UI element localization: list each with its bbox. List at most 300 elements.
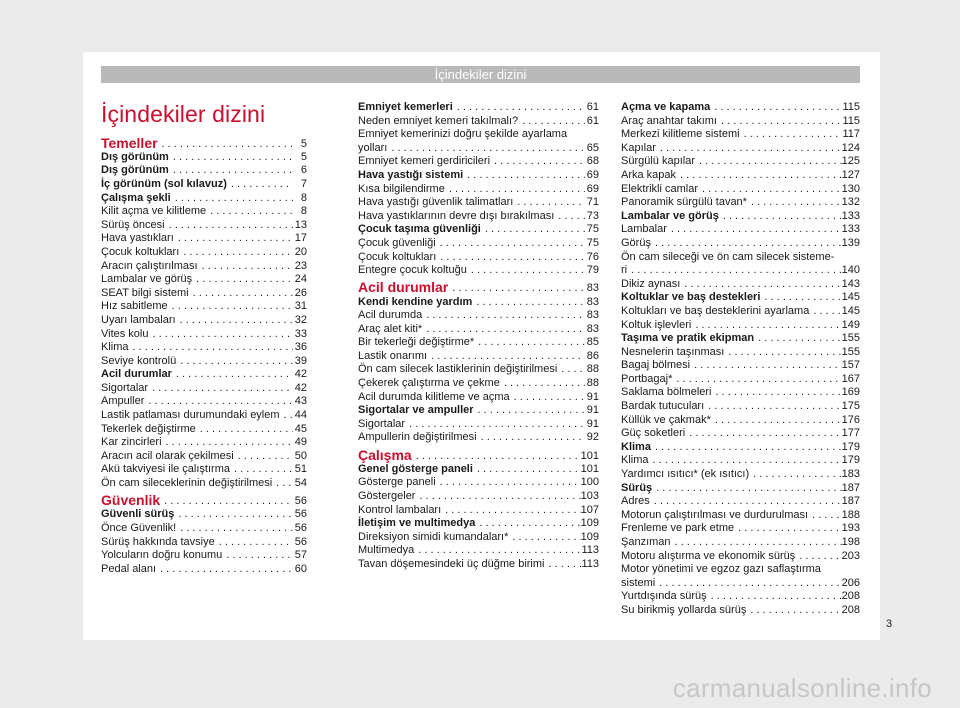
dot-leader (463, 169, 585, 183)
toc-entry[interactable] (101, 450, 307, 464)
dot-leader (717, 115, 842, 129)
toc-entry-title: Su birikmiş yollarda sürüş (621, 603, 747, 616)
dot-leader (655, 577, 841, 591)
dot-leader (690, 359, 842, 373)
toc-column-3 (621, 101, 860, 618)
toc-entry-title: Entegre çocuk koltuğu (358, 264, 467, 277)
dot-leader (436, 237, 585, 251)
toc-entry[interactable] (358, 490, 599, 504)
toc-entry-page: 167 (841, 372, 860, 385)
dot-leader (162, 436, 293, 450)
toc-entry[interactable] (101, 151, 307, 165)
toc-entry[interactable] (358, 183, 599, 197)
toc-entry[interactable] (621, 210, 860, 224)
dot-leader (672, 373, 841, 387)
toc-entry[interactable] (621, 604, 860, 618)
toc-entry[interactable] (621, 169, 860, 183)
toc-entry-title: SEAT bilgi sistemi (101, 286, 189, 299)
toc-entry-title: Arka kapak (621, 168, 677, 181)
toc-entry-title: Acil durumlar (101, 368, 172, 381)
toc-entry[interactable] (358, 296, 599, 310)
toc-entry-page: 176 (841, 413, 860, 426)
toc-entry[interactable] (101, 423, 307, 437)
toc-entry-page: 115 (842, 101, 860, 113)
toc-entry[interactable] (621, 400, 860, 414)
toc-entry-page: 103 (580, 490, 599, 503)
toc-entry-page: 36 (294, 341, 307, 354)
toc-entry-title: Kısa bilgilendirme (358, 182, 445, 195)
toc-entry-page: 51 (294, 463, 307, 476)
toc-entry-page: 133 (841, 223, 860, 236)
toc-entry-page: 65 (586, 141, 599, 154)
toc-entry-page: 13 (294, 218, 307, 231)
toc-entry-page: 149 (841, 318, 860, 331)
toc-entry-title: Çocuk güvenliği (358, 236, 436, 249)
toc-entry[interactable] (621, 128, 860, 142)
toc-entry-page: 179 (841, 440, 860, 453)
toc-entry[interactable] (621, 196, 860, 210)
toc-entry-title: Acil durumda kilitleme ve açma (358, 390, 510, 403)
toc-entry-page: 183 (841, 468, 860, 481)
toc-entry-title: Kontrol lambaları (358, 503, 442, 516)
toc-entry[interactable] (358, 155, 599, 169)
toc-entry-title: Bardak tutucuları (621, 400, 705, 413)
toc-entry-title: Tekerlek değiştirme (101, 422, 196, 435)
toc-entry-page: 8 (300, 191, 307, 204)
toc-entry[interactable] (621, 237, 860, 251)
toc-entry[interactable] (101, 368, 307, 382)
toc-entry-title: Sigortalar (101, 381, 149, 394)
toc-entry-title: Lambalar ve görüş (621, 209, 719, 222)
toc-entry-title: Ön cam sileceklerinin değiştirilmesi (101, 477, 273, 490)
dot-leader (215, 536, 293, 550)
dot-leader (749, 468, 841, 482)
toc-entry-title: Vites kolu (101, 327, 149, 340)
toc-entry-page: 83 (586, 309, 599, 322)
toc-entry-page: 57 (294, 549, 307, 562)
dot-leader (513, 196, 585, 210)
toc-entry[interactable] (101, 260, 307, 274)
toc-entry-page: 5 (300, 150, 307, 163)
toc-entry[interactable] (358, 431, 599, 445)
toc-entry-title: Acil durumda (358, 309, 423, 322)
toc-entry[interactable] (621, 346, 860, 360)
dot-leader (415, 490, 580, 504)
toc-entry[interactable] (621, 482, 860, 496)
toc-entry-title: Hız sabitleme (101, 300, 168, 313)
toc-column-2 (358, 101, 599, 572)
dot-leader (671, 536, 842, 550)
dot-leader (174, 508, 293, 522)
dot-leader (196, 423, 293, 437)
toc-entry[interactable] (101, 219, 307, 233)
toc-entry[interactable] (621, 427, 860, 441)
toc-entry[interactable] (358, 476, 599, 490)
toc-entry-page: 107 (580, 503, 599, 516)
toc-entry-page: 75 (586, 236, 599, 249)
toc-entry[interactable] (101, 232, 307, 246)
toc-entry-title: Lambalar ve görüş (101, 273, 193, 286)
dot-leader (510, 391, 585, 405)
toc-entry-title: Dış görünüm (101, 164, 169, 177)
toc-entry-page: 203 (841, 549, 860, 562)
toc-entry-title: Çalışma (358, 446, 412, 463)
toc-entry[interactable] (621, 373, 860, 387)
dot-leader (387, 142, 585, 156)
dot-leader (490, 155, 585, 169)
toc-entry[interactable] (358, 264, 599, 278)
toc-entry[interactable] (101, 436, 307, 450)
header-bar: İçindekiler dizini (101, 66, 860, 83)
dot-leader (280, 409, 293, 423)
toc-entry-page: 117 (842, 128, 860, 141)
toc-entry[interactable] (358, 323, 599, 337)
dot-leader (627, 264, 842, 278)
toc-entry[interactable] (101, 409, 307, 423)
toc-entry-page: 60 (294, 562, 307, 575)
toc-entry[interactable] (101, 164, 307, 178)
toc-entry-title: Güç soketleri (621, 427, 686, 440)
toc-entry-page: 44 (294, 409, 307, 422)
toc-entry-page: 143 (841, 277, 860, 290)
toc-entry[interactable] (358, 504, 599, 518)
dot-leader (169, 151, 293, 165)
toc-entry[interactable] (621, 522, 860, 536)
toc-entry[interactable] (621, 278, 860, 292)
toc-entry[interactable] (358, 418, 599, 432)
toc-entry-page: 79 (586, 264, 599, 277)
toc-entry[interactable] (101, 536, 307, 550)
toc-entry-page: 69 (586, 168, 599, 181)
toc-entry[interactable] (358, 544, 599, 558)
dot-leader (158, 137, 293, 151)
toc-entry-text-line: Ön cam sileceği ve ön cam silecek sisteme- (621, 250, 835, 263)
dot-leader (168, 300, 293, 314)
dot-leader (698, 183, 842, 197)
dot-leader (691, 319, 841, 333)
toc-entry[interactable] (101, 341, 307, 355)
toc-entry-title: Klima (621, 454, 649, 467)
toc-entry-page: 193 (841, 522, 860, 535)
toc-entry-title: Lastik onarımı (358, 349, 428, 362)
toc-entry-page: 206 (841, 576, 860, 589)
dot-leader (156, 563, 293, 577)
toc-entry-title: Güvenlik (101, 492, 161, 509)
toc-entry[interactable] (358, 142, 599, 156)
dot-leader (473, 463, 581, 477)
toc-entry[interactable] (358, 223, 599, 237)
toc-entry[interactable] (621, 332, 860, 346)
toc-column-1 (101, 133, 307, 576)
toc-entry[interactable] (101, 314, 307, 328)
toc-entry-page: 92 (586, 431, 599, 444)
toc-entry[interactable] (358, 558, 599, 572)
toc-entry[interactable] (358, 196, 599, 210)
dot-leader (508, 531, 580, 545)
toc-entry-title: Nesnelerin taşınması (621, 345, 725, 358)
toc-entry[interactable] (621, 495, 860, 509)
toc-entry-title: Aracın acil olarak çekilmesi (101, 449, 234, 462)
toc-entry[interactable] (101, 563, 307, 577)
toc-entry[interactable] (358, 101, 599, 115)
toc-entry[interactable] (621, 142, 860, 156)
toc-entry-title: sistemi (621, 576, 656, 589)
toc-entry[interactable] (621, 536, 860, 550)
toc-entry-page: 39 (294, 354, 307, 367)
toc-entry[interactable] (101, 328, 307, 342)
toc-entry[interactable] (358, 309, 599, 323)
toc-entry-title: Hava yastıkları (101, 232, 174, 245)
toc-entry[interactable] (621, 264, 860, 278)
toc-entry-page: 8 (300, 205, 307, 218)
dot-leader (412, 449, 581, 463)
dot-leader (422, 323, 585, 337)
toc-entry-page: 83 (586, 282, 599, 295)
toc-entry[interactable] (358, 169, 599, 183)
page-title: İçindekiler dizini (101, 101, 266, 127)
dot-leader (160, 494, 293, 508)
toc-entry[interactable] (621, 590, 860, 604)
toc-entry-page: 91 (586, 404, 599, 417)
toc-entry-page: 17 (294, 232, 307, 245)
toc-entry[interactable] (101, 395, 307, 409)
toc-entry-page: 24 (294, 273, 307, 286)
toc-entry[interactable] (101, 246, 307, 260)
toc-entry-page: 91 (586, 417, 599, 430)
toc-entry-title: Elektrikli camlar (621, 182, 699, 195)
toc-entry[interactable] (621, 550, 860, 564)
toc-entry-page: 208 (841, 603, 860, 616)
toc-entry-page: 32 (294, 313, 307, 326)
toc-entry[interactable] (621, 101, 860, 115)
dot-leader (724, 346, 841, 360)
toc-entry-page: 43 (294, 395, 307, 408)
toc-entry[interactable] (621, 414, 860, 428)
toc-entry[interactable] (621, 115, 860, 129)
toc-entry[interactable] (358, 251, 599, 265)
toc-entry-page: 85 (586, 336, 599, 349)
toc-entry-title: Motoru alıştırma ve ekonomik sürüş (621, 549, 796, 562)
toc-entry-page: 127 (841, 168, 860, 181)
toc-entry[interactable] (101, 382, 307, 396)
toc-entry[interactable] (358, 115, 599, 129)
toc-entry-title: Çocuk koltukları (358, 250, 437, 263)
toc-entry[interactable] (621, 468, 860, 482)
toc-entry-page: 56 (294, 522, 307, 535)
toc-entry-page: 198 (841, 536, 860, 548)
toc-entry[interactable] (358, 350, 599, 364)
toc-entry-title: Genel gösterge paneli (358, 462, 473, 475)
toc-entry-title: Kapılar (621, 141, 656, 154)
toc-entry[interactable] (101, 178, 307, 192)
toc-entry[interactable] (621, 386, 860, 400)
toc-entry[interactable] (101, 273, 307, 287)
toc-entry-page: 73 (586, 209, 599, 222)
toc-entry-page: 76 (586, 250, 599, 263)
dot-leader (441, 504, 580, 518)
toc-entry[interactable] (101, 549, 307, 563)
dot-leader (474, 336, 585, 350)
dot-leader (711, 386, 841, 400)
toc-entry-title: Ampuller (101, 395, 145, 408)
toc-entry-title: Çalışma şekli (101, 191, 171, 204)
dot-leader (707, 590, 842, 604)
toc-entry-title: Yardımcı ısıtıcı* (ek ısıtıcı) (621, 468, 750, 481)
toc-entry-page: 187 (841, 495, 860, 508)
toc-entry-title: Dış görünüm (101, 150, 169, 163)
toc-entry-page: 145 (841, 304, 860, 317)
toc-entry-title: Motorun çalıştırılması ve durdurulması (621, 508, 809, 521)
toc-entry[interactable] (101, 355, 307, 369)
toc-entry-title: Lambalar (621, 223, 667, 236)
toc-section-heading[interactable] (101, 135, 307, 151)
toc-entry-title: Koltuklar ve baş destekleri (621, 291, 761, 304)
toc-entry-title: Ampullerin değiştirilmesi (358, 431, 477, 444)
toc-entry-page: 132 (841, 196, 860, 209)
dot-leader (436, 251, 585, 265)
toc-entry[interactable] (358, 363, 599, 377)
toc-entry-title: Adres (621, 495, 650, 508)
toc-entry[interactable] (101, 300, 307, 314)
toc-entry[interactable] (621, 223, 860, 237)
toc-entry-title: Emniyet kemerleri (358, 101, 453, 113)
toc-entry-title: Temeller (101, 134, 158, 151)
toc-entry-page: 155 (841, 345, 860, 358)
dot-leader (176, 355, 293, 369)
toc-entry-page: 88 (586, 363, 599, 376)
toc-entry-page: 56 (294, 495, 307, 508)
dot-leader (651, 441, 842, 455)
toc-entry-title: Görüş (621, 236, 651, 249)
toc-entry[interactable] (621, 454, 860, 468)
toc-entry-title: Sürüş (621, 481, 653, 494)
toc-entry[interactable] (101, 477, 307, 491)
toc-entry-title: ri (621, 264, 628, 277)
toc-entry[interactable] (621, 155, 860, 169)
toc-entry-title: Küllük ve çakmak* (621, 413, 711, 426)
toc-entry-page: 100 (580, 476, 599, 489)
dot-leader (453, 101, 585, 115)
dot-leader (711, 414, 842, 428)
dot-leader (676, 169, 842, 183)
toc-entry-title: İç görünüm (sol kılavuz) (101, 177, 227, 190)
toc-entry-title: Göstergeler (358, 490, 416, 503)
toc-entry-page: 75 (586, 223, 599, 236)
toc-entry-page: 140 (841, 264, 860, 277)
toc-entry-title: Taşıma ve pratik ekipman (621, 332, 755, 345)
dot-leader (148, 382, 293, 396)
dot-leader (189, 287, 293, 301)
toc-entry-page: 61 (586, 101, 599, 113)
toc-entry[interactable] (101, 463, 307, 477)
dot-leader (169, 164, 293, 178)
toc-entry-title: Tavan döşemesindeki üç düğme birimi (358, 558, 545, 570)
toc-entry[interactable] (358, 404, 599, 418)
dot-leader (477, 431, 585, 445)
toc-entry[interactable] (358, 531, 599, 545)
toc-entry-page: 61 (586, 114, 599, 127)
toc-entry[interactable] (621, 509, 860, 523)
toc-entry-page: 125 (841, 155, 860, 168)
dot-leader (695, 155, 842, 169)
toc-entry-page: 45 (294, 422, 307, 435)
toc-entry-page: 69 (586, 182, 599, 195)
toc-section-heading[interactable] (358, 447, 599, 463)
toc-entry-title: Şanzıman (621, 536, 671, 548)
watermark: carmanualsonline.info (672, 673, 932, 703)
toc-entry[interactable] (358, 463, 599, 477)
toc-entry-title: Uyarı lambaları (101, 313, 176, 326)
dot-leader (272, 477, 293, 491)
dot-leader (652, 482, 841, 496)
toc-entry-title: Hava yastığı güvenlik talimatları (358, 196, 514, 209)
toc-entry-title: Çocuk taşıma güvenliği (358, 223, 481, 236)
toc-entry-page: 169 (841, 386, 860, 399)
dot-leader (554, 210, 585, 224)
toc-section-heading[interactable] (101, 492, 307, 508)
toc-entry-page: 157 (841, 359, 860, 372)
toc-section-heading[interactable] (358, 279, 599, 295)
toc-entry-page: 42 (294, 368, 307, 381)
toc-entry-page: 188 (841, 508, 860, 521)
toc-entry-title: yolları (358, 141, 388, 154)
dot-leader (474, 404, 585, 418)
toc-entry[interactable] (358, 237, 599, 251)
dot-leader (680, 278, 841, 292)
dot-leader (760, 291, 841, 305)
toc-entry[interactable] (621, 291, 860, 305)
dot-leader (174, 232, 293, 246)
toc-entry[interactable] (358, 336, 599, 350)
toc-entry-title: Yurtdışında sürüş (621, 590, 707, 603)
toc-entry-page: 23 (294, 259, 307, 272)
dot-leader (445, 183, 585, 197)
toc-entry-page: 42 (294, 381, 307, 394)
toc-entry[interactable] (358, 377, 599, 391)
toc-entry[interactable] (621, 305, 860, 319)
toc-entry[interactable] (621, 183, 860, 197)
dot-leader (809, 305, 841, 319)
toc-entry-page: 26 (294, 286, 307, 299)
toc-entry-page: 49 (294, 436, 307, 449)
dot-leader (475, 517, 580, 531)
toc-entry[interactable] (621, 319, 860, 333)
toc-entry[interactable] (621, 577, 860, 591)
toc-entry[interactable] (621, 441, 860, 455)
toc-entry-page: 50 (294, 449, 307, 462)
dot-leader (747, 196, 842, 210)
dot-leader (427, 350, 585, 364)
toc-entry[interactable] (101, 508, 307, 522)
toc-entry[interactable] (101, 192, 307, 206)
toc-entry[interactable] (101, 287, 307, 301)
dot-leader (719, 210, 842, 224)
dot-leader (192, 273, 293, 287)
toc-entry-page: 33 (294, 327, 307, 340)
dot-leader (651, 237, 842, 251)
toc-entry[interactable] (101, 205, 307, 219)
toc-entry-page: 31 (294, 300, 307, 313)
toc-entry-title: Araç anahtar takımı (621, 114, 717, 127)
toc-entry[interactable] (101, 522, 307, 536)
toc-entry-title: Direksiyon simidi kumandaları* (358, 530, 509, 543)
toc-entry[interactable] (358, 391, 599, 405)
dot-leader (176, 522, 293, 536)
toc-entry[interactable] (621, 359, 860, 373)
toc-entry[interactable] (358, 517, 599, 531)
toc-entry-page: 124 (841, 141, 860, 154)
toc-entry[interactable] (358, 210, 599, 224)
